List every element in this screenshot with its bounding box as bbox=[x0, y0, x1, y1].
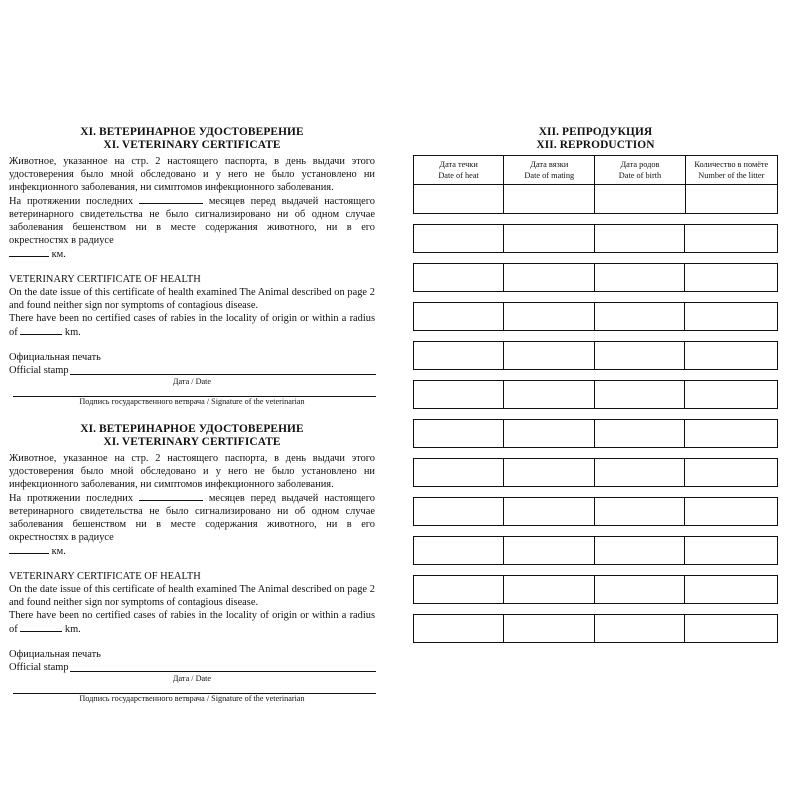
table-cell[interactable] bbox=[685, 498, 777, 525]
table-cell[interactable] bbox=[685, 420, 777, 447]
table-cell[interactable] bbox=[414, 420, 504, 447]
column-header-ru: Дата вязки bbox=[530, 160, 569, 169]
column-header-mating bbox=[504, 156, 595, 185]
reproduction-row bbox=[413, 380, 778, 409]
table-cell[interactable] bbox=[414, 225, 504, 252]
table-cell[interactable] bbox=[504, 459, 595, 486]
certificate-text-ru-1: Животное, указанное на стр. 2 настоящего паспорта, в день выдачи этого удостоверения было мной обследовано и у него не было установлено ни инфекционного заболевания, ни симптомов инфекционного заболевания. bbox=[9, 453, 375, 490]
official-stamp-ru-label: Официальная печать bbox=[9, 649, 101, 660]
table-cell[interactable] bbox=[595, 185, 685, 214]
health-certificate-heading: VETERINARY CERTIFICATE OF HEALTH bbox=[9, 274, 201, 285]
table-cell[interactable] bbox=[414, 185, 504, 214]
certificate-block-2 bbox=[9, 423, 375, 704]
table-cell[interactable] bbox=[414, 537, 504, 564]
reproduction-title-en: XII. REPRODUCTION bbox=[536, 139, 655, 151]
table-cell[interactable] bbox=[595, 576, 685, 603]
reproduction-row bbox=[413, 458, 778, 487]
column-header-ru: Дата течки bbox=[439, 160, 478, 169]
table-cell[interactable] bbox=[504, 225, 595, 252]
months-suffix: месяцев перед выдачей настоящего ветеринарного свидетельства не было сигнализировано ни об одном случае заболевания бешенством ни в месте содержания животного, ни в его окрестностях в радиусе bbox=[9, 493, 375, 543]
months-suffix: месяцев перед выдачей настоящего ветеринарного свидетельства не было сигнализировано ни об одном случае заболевания бешенством ни в месте содержания животного, ни в его окрестностях в радиусе bbox=[9, 196, 375, 246]
reproduction-row bbox=[413, 497, 778, 526]
table-cell[interactable] bbox=[685, 185, 777, 214]
health-certificate-heading: VETERINARY CERTIFICATE OF HEALTH bbox=[9, 571, 201, 582]
km-label-ru: км. bbox=[51, 249, 66, 260]
reproduction-row bbox=[413, 263, 778, 292]
table-cell[interactable] bbox=[504, 498, 595, 525]
km-label-ru: км. bbox=[51, 546, 66, 557]
table-cell[interactable] bbox=[504, 420, 595, 447]
column-header-en: Date of heat bbox=[438, 171, 479, 180]
reproduction-row bbox=[413, 224, 778, 253]
table-cell[interactable] bbox=[414, 342, 504, 369]
certificate-title-ru: XI. ВЕТЕРИНАРНОЕ УДОСТОВЕРЕНИЕ bbox=[80, 423, 304, 435]
table-cell[interactable] bbox=[595, 420, 685, 447]
table-cell[interactable] bbox=[414, 615, 504, 642]
table-cell[interactable] bbox=[595, 225, 685, 252]
official-stamp-ru-label: Официальная печать bbox=[9, 352, 101, 363]
table-cell[interactable] bbox=[685, 381, 777, 408]
table-cell[interactable] bbox=[504, 537, 595, 564]
table-cell[interactable] bbox=[414, 576, 504, 603]
certificate-text-ru-2 bbox=[9, 491, 375, 558]
column-header-ru: Дата родов bbox=[620, 160, 660, 169]
signature-caption: Подпись государственного ветврача / Signature of the veterinarian bbox=[79, 694, 305, 703]
table-cell[interactable] bbox=[685, 264, 777, 291]
column-header-ru: Количество в помёте bbox=[694, 160, 769, 169]
signature-caption: Подпись государственного ветврача / Signature of the veterinarian bbox=[79, 397, 305, 406]
column-header-litter bbox=[685, 156, 777, 185]
table-cell[interactable] bbox=[685, 576, 777, 603]
stamp-date-line[interactable] bbox=[70, 671, 376, 672]
reproduction-row bbox=[413, 614, 778, 643]
certificate-text-ru-2 bbox=[9, 194, 375, 261]
table-cell[interactable] bbox=[685, 615, 777, 642]
radius-blank-field-en[interactable] bbox=[20, 325, 62, 335]
table-cell[interactable] bbox=[504, 615, 595, 642]
table-cell[interactable] bbox=[595, 342, 685, 369]
table-cell[interactable] bbox=[504, 576, 595, 603]
table-cell[interactable] bbox=[504, 303, 595, 330]
reproduction-row bbox=[414, 185, 778, 214]
table-cell[interactable] bbox=[504, 381, 595, 408]
reproduction-header-row bbox=[414, 156, 778, 185]
table-cell[interactable] bbox=[595, 303, 685, 330]
km-label-en: km. bbox=[64, 624, 81, 635]
table-cell[interactable] bbox=[414, 303, 504, 330]
table-cell[interactable] bbox=[685, 342, 777, 369]
official-stamp-row bbox=[9, 364, 375, 377]
radius-blank-field-en[interactable] bbox=[20, 622, 62, 632]
months-blank-field[interactable] bbox=[139, 194, 203, 204]
official-stamp-row bbox=[9, 661, 375, 674]
table-cell[interactable] bbox=[595, 459, 685, 486]
km-label-en: km. bbox=[64, 327, 81, 338]
column-header-en: Date of mating bbox=[524, 171, 575, 180]
column-header-heat bbox=[414, 156, 504, 185]
column-header-en: Date of birth bbox=[618, 171, 662, 180]
certificate-title-ru: XI. ВЕТЕРИНАРНОЕ УДОСТОВЕРЕНИЕ bbox=[80, 126, 304, 138]
health-certificate-text-2 bbox=[9, 609, 375, 636]
stamp-date-line[interactable] bbox=[70, 374, 376, 375]
reproduction-row bbox=[413, 302, 778, 331]
certificate-text-ru-1: Животное, указанное на стр. 2 настоящего паспорта, в день выдачи этого удостоверения было мной обследовано и у него не было установлено ни инфекционного заболевания, ни симптомов инфекционного заболевания. bbox=[9, 156, 375, 193]
column-header-en: Number of the litter bbox=[698, 171, 765, 180]
table-cell[interactable] bbox=[504, 185, 595, 214]
reproduction-row bbox=[413, 575, 778, 604]
table-cell[interactable] bbox=[595, 615, 685, 642]
health-certificate-text-1: On the date issue of this certificate of health examined The Animal described on page 2 and found neither sign nor symptoms of contagious disease. bbox=[9, 584, 375, 608]
certificate-block-1 bbox=[9, 126, 375, 407]
certificate-title-en: XI. VETERINARY CERTIFICATE bbox=[103, 436, 281, 448]
table-cell[interactable] bbox=[504, 342, 595, 369]
table-cell[interactable] bbox=[685, 225, 777, 252]
date-caption: Дата / Date bbox=[172, 674, 212, 683]
reproduction-column bbox=[413, 126, 778, 643]
months-prefix: На протяжении последних bbox=[9, 196, 134, 207]
table-cell[interactable] bbox=[504, 264, 595, 291]
radius-blank-field-ru[interactable] bbox=[9, 247, 49, 257]
veterinary-certificate-column bbox=[9, 126, 375, 704]
official-stamp-en-label: Official stamp bbox=[9, 662, 69, 673]
table-cell[interactable] bbox=[414, 264, 504, 291]
table-cell[interactable] bbox=[685, 459, 777, 486]
radius-prefix-en: There have been no certified cases of rabies in the locality of origin or within a radius of bbox=[9, 610, 375, 635]
months-prefix: На протяжении последних bbox=[9, 493, 134, 504]
reproduction-row bbox=[413, 536, 778, 565]
column-header-birth bbox=[595, 156, 685, 185]
months-blank-field[interactable] bbox=[139, 491, 203, 501]
table-cell[interactable] bbox=[685, 537, 777, 564]
official-stamp-en-label: Official stamp bbox=[9, 365, 69, 376]
health-certificate-text-1: On the date issue of this certificate of health examined The Animal described on page 2 and found neither sign nor symptoms of contagious disease. bbox=[9, 287, 375, 311]
reproduction-rows bbox=[413, 224, 778, 643]
reproduction-table bbox=[413, 155, 778, 214]
table-cell[interactable] bbox=[595, 381, 685, 408]
reproduction-row bbox=[413, 341, 778, 370]
table-cell[interactable] bbox=[414, 498, 504, 525]
radius-prefix-en: There have been no certified cases of rabies in the locality of origin or within a radius of bbox=[9, 313, 375, 338]
table-cell[interactable] bbox=[595, 498, 685, 525]
reproduction-row bbox=[413, 419, 778, 448]
radius-blank-field-ru[interactable] bbox=[9, 544, 49, 554]
table-cell[interactable] bbox=[685, 303, 777, 330]
certificate-title-en: XI. VETERINARY CERTIFICATE bbox=[103, 139, 281, 151]
table-cell[interactable] bbox=[595, 264, 685, 291]
table-cell[interactable] bbox=[414, 459, 504, 486]
table-cell[interactable] bbox=[595, 537, 685, 564]
reproduction-title-ru: XII. РЕПРОДУКЦИЯ bbox=[538, 126, 653, 138]
health-certificate-text-2 bbox=[9, 312, 375, 339]
table-cell[interactable] bbox=[414, 381, 504, 408]
date-caption: Дата / Date bbox=[172, 377, 212, 386]
